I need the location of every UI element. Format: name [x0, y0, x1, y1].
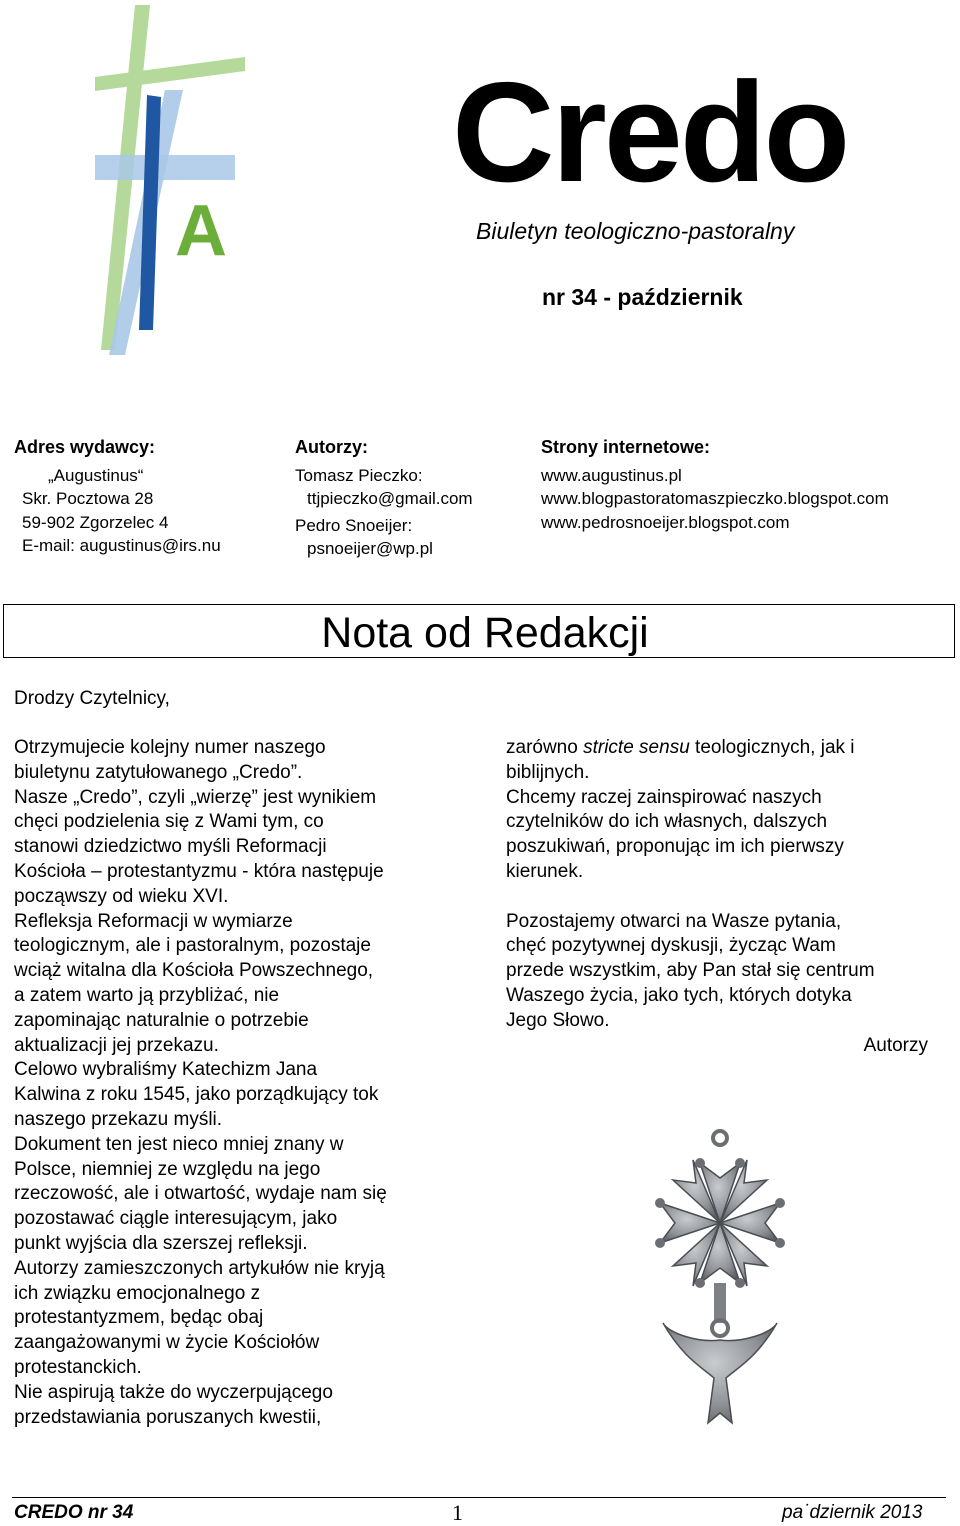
- body-line: Refleksja Reformacji w wymiarze: [14, 910, 293, 932]
- body-line: Nie aspirują także do wyczerpującego: [14, 1381, 333, 1403]
- editorial-right-column: [506, 736, 936, 1058]
- author-email-link[interactable]: ttjpieczko@gmail.com: [307, 489, 473, 508]
- websites-heading: Strony internetowe:: [541, 437, 711, 457]
- body-line: teologicznym, ale i pastoralnym, pozostaje: [14, 935, 371, 957]
- footer-publication: CREDO nr 34: [14, 1502, 134, 1523]
- paragraph: [506, 910, 936, 1034]
- footer-rule: [12, 1497, 946, 1498]
- authors-heading: Autorzy:: [295, 437, 368, 457]
- body-line: protestantyzmem, będąc obaj: [14, 1307, 264, 1329]
- body-line: Polsce, niemniej ze względu na jego: [14, 1158, 321, 1180]
- website-link[interactable]: www.pedrosnoeijer.blogspot.com: [541, 512, 790, 532]
- body-line: chęć pozytywnej dyskusji, życząc Wam: [506, 935, 836, 957]
- body-line: Pozostajemy otwarci na Wasze pytania,: [506, 910, 842, 932]
- websites-block: [541, 436, 889, 534]
- footer-date: pa˙dziernik 2013: [782, 1502, 923, 1523]
- body-line: czytelników do ich własnych, dalszych: [506, 811, 828, 833]
- body-line: zarówno stricte sensu teologicznych, jak i: [506, 737, 855, 758]
- page-title: Credo: [452, 53, 848, 212]
- author-email-link[interactable]: psnoeijer@wp.pl: [307, 539, 433, 558]
- body-line: punkt wyjścia dla szerszej refleksji.: [14, 1232, 308, 1254]
- body-line: protestanckich.: [14, 1356, 142, 1378]
- signature: Autorzy: [863, 1034, 928, 1056]
- publisher-line: „Augustinus“: [48, 465, 144, 485]
- authors-block: [295, 436, 473, 561]
- body-line: wciąż witalna dla Kościoła Powszechnego,: [14, 960, 374, 982]
- body-line: Autorzy zamieszczonych artykułów nie kryją: [14, 1257, 385, 1279]
- body-line: Jego Słowo.: [506, 1009, 610, 1031]
- author-name: Pedro Snoeijer:: [295, 515, 413, 535]
- body-line: biuletynu zatytułowanego „Credo”.: [14, 761, 303, 783]
- page-number: 1: [452, 1500, 463, 1525]
- body-line: zaangażowanymi w życie Kościołów: [14, 1332, 320, 1354]
- augustinus-logo: [95, 5, 245, 355]
- website-link[interactable]: www.blogpastoratomaszpieczko.blogspot.com: [541, 489, 889, 508]
- latin-phrase: stricte sensu: [583, 737, 690, 758]
- body-line: Nasze „Credo”, czyli „wierzę” jest wynikiem: [14, 786, 377, 808]
- editorial-left-column: [14, 736, 454, 1430]
- website-link[interactable]: www.augustinus.pl: [541, 465, 682, 485]
- body-line: Waszego życia, jako tych, których dotyka: [506, 984, 852, 1006]
- greeting: Drodzy Czytelnicy,: [14, 688, 170, 709]
- publisher-line: Skr. Pocztowa 28: [22, 489, 154, 508]
- logo-letter: A: [175, 191, 227, 271]
- body-line: przede wszystkim, aby Pan stał się centrum: [506, 960, 875, 982]
- body-line: kierunek.: [506, 860, 584, 882]
- body-line: naszego przekazu myśli.: [14, 1108, 223, 1130]
- body-line: a zatem warto ją przybliżać, nie: [14, 984, 280, 1006]
- body-line: przedstawiania poruszanych kwestii,: [14, 1406, 322, 1428]
- author-name: Tomasz Pieczko:: [295, 465, 423, 485]
- body-line: Chcemy raczej zainspirować naszych: [506, 786, 822, 808]
- publisher-line: 59-902 Zgorzelec 4: [22, 512, 169, 532]
- body-line: począwszy od wieku XVI.: [14, 885, 229, 907]
- body-line: aktualizacji jej przekazu.: [14, 1034, 219, 1056]
- body-line: Kalwina z roku 1545, jako porządkujący tok: [14, 1084, 379, 1106]
- body-line: Kościoła – protestantyzmu - która następuje: [14, 860, 384, 882]
- body-line: rzeczowość, ale i otwartość, wydaje nam się: [14, 1183, 387, 1205]
- body-line: ich związku emocjonalnego z: [14, 1282, 261, 1304]
- body-line: Celowo wybraliśmy Katechizm Jana: [14, 1059, 318, 1081]
- body-line: chęci podzielenia się z Wami tym, co: [14, 811, 324, 833]
- body-line: pozostawać ciągle interesującym, jako: [14, 1208, 338, 1230]
- publisher-email: E-mail: augustinus@irs.nu: [22, 536, 221, 555]
- body-line: biblijnych.: [506, 761, 590, 783]
- huguenot-cross-image: [628, 1128, 812, 1428]
- issue-number: nr 34 - październik: [542, 284, 743, 310]
- editorial-title: Nota od Redakcji: [321, 609, 649, 657]
- body-line: stanowi dziedzictwo myśli Reformacji: [14, 836, 327, 858]
- body-line: zapominając naturalnie o potrzebie: [14, 1009, 309, 1031]
- body-line: Dokument ten jest nieco mniej znany w: [14, 1133, 344, 1155]
- subtitle: Biuletyn teologiczno-pastoralny: [476, 218, 795, 244]
- publisher-block: [14, 436, 221, 558]
- body-line: poszukiwań, proponując im ich pierwszy: [506, 836, 844, 858]
- paragraph: [506, 761, 936, 885]
- publisher-heading: Adres wydawcy:: [14, 437, 156, 457]
- body-line: Otrzymujecie kolejny numer naszego: [14, 737, 326, 758]
